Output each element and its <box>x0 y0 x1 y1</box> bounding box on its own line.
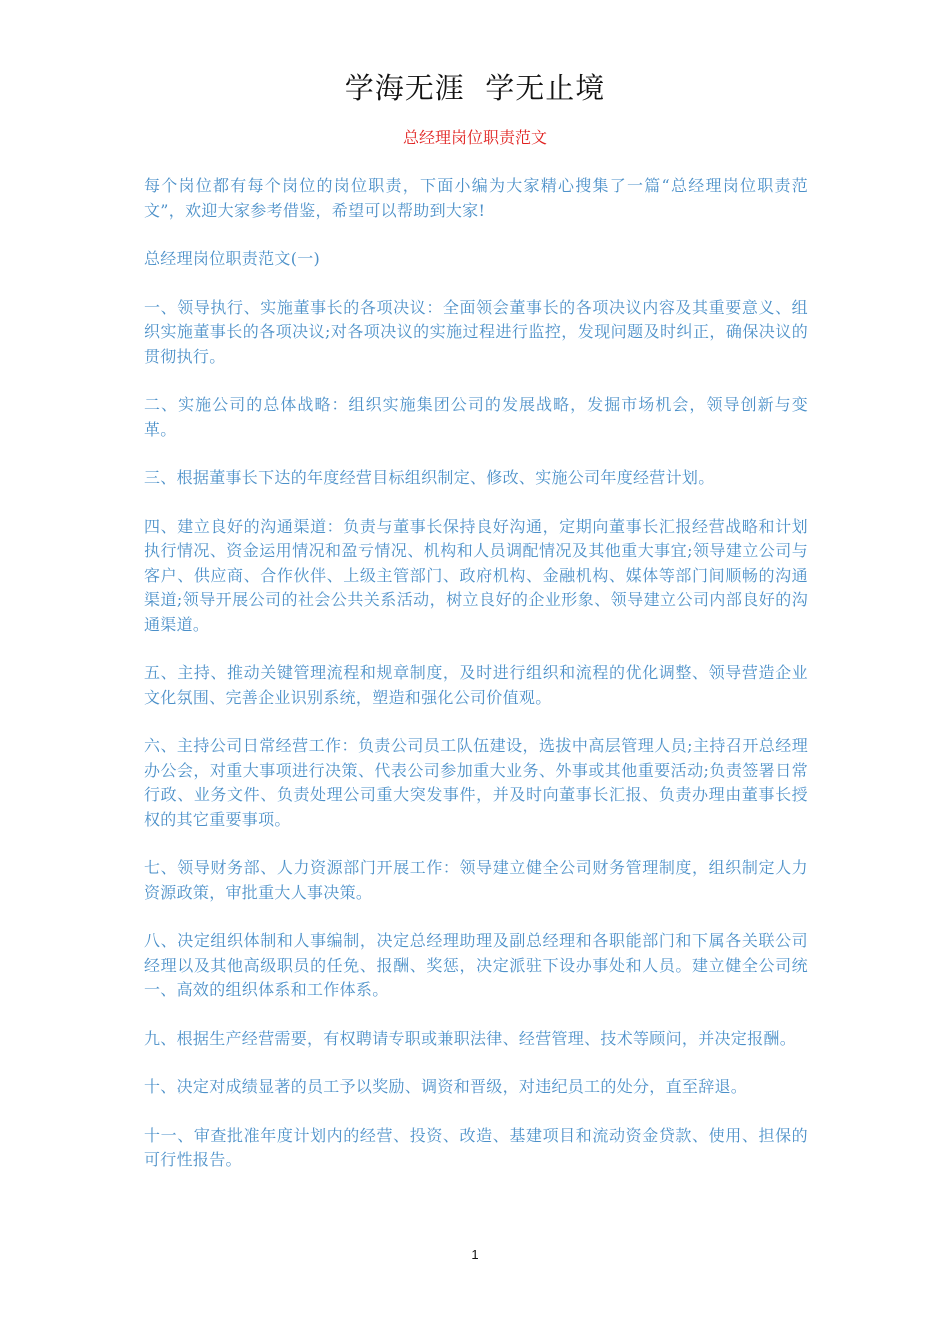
duty-paragraph-2: 二、实施公司的总体战略：组织实施集团公司的发展战略，发掘市场机会，领导创新与变革。 <box>144 395 808 439</box>
page-number: 1 <box>471 1247 479 1262</box>
section-heading: 总经理岗位职责范文(一) <box>144 249 321 268</box>
duty-paragraph-5: 五、主持、推动关键管理流程和规章制度，及时进行组织和流程的优化调整、领导营造企业文化氛围、完善企业识别系统，塑造和强化公司价值观。 <box>144 663 808 707</box>
document-title: 总经理岗位职责范文 <box>402 128 547 147</box>
duty-paragraph-1: 一、领导执行、实施董事长的各项决议：全面领会董事长的各项决议内容及其重要意义、组织实施董事长的各项决议;对各项决议的实施过程进行监控，发现问题及时纠正，确保决议的贯彻执行。 <box>144 297 808 366</box>
document-body <box>144 174 808 1197</box>
duty-paragraph-3: 三、根据董事长下达的年度经营目标组织制定、修改、实施公司年度经营计划。 <box>144 468 715 487</box>
duty-paragraph-11: 十一、审查批准年度计划内的经营、投资、改造、基建项目和流动资金贷款、使用、担保的可行性报告。 <box>144 1125 808 1169</box>
duty-paragraph-7: 七、领导财务部、人力资源部门开展工作：领导建立健全公司财务管理制度，组织制定人力资源政策，审批重大人事决策。 <box>144 858 808 902</box>
intro-paragraph: 每个岗位都有每个岗位的岗位职责，下面小编为大家精心搜集了一篇“总经理岗位职责范文”，欢迎大家参考借鉴，希望可以帮助到大家! <box>144 176 808 220</box>
header-title: 学海无涯 学无止境 <box>344 71 606 105</box>
duty-paragraph-6: 六、主持公司日常经营工作：负责公司员工队伍建设，选拔中高层管理人员;主持召开总经理办公会，对重大事项进行决策、代表公司参加重大业务、外事或其他重要活动;负责签署日常行政、业务文件、负责处理公司重大突发事件，并及时向董事长汇报、负责办理由董事长授权的其它重要事项。 <box>144 736 808 829</box>
duty-paragraph-8: 八、决定组织体制和人事编制，决定总经理助理及副总经理和各职能部门和下属各关联公司经理以及其他高级职员的任免、报酬、奖惩，决定派驻下设办事处和人员。建立健全公司统一、高效的组织体系和工作体系。 <box>144 931 808 999</box>
duty-paragraph-10: 十、决定对成绩显著的员工予以奖励、调资和晋级，对违纪员工的处分，直至辞退。 <box>144 1077 748 1096</box>
duty-paragraph-9: 九、根据生产经营需要，有权聘请专职或兼职法律、经营管理、技术等顾问，并决定报酬。 <box>144 1028 797 1048</box>
duty-paragraph-4: 四、建立良好的沟通渠道：负责与董事长保持良好沟通，定期向董事长汇报经营战略和计划执行情况、资金运用情况和盈亏情况、机构和人员调配情况及其他重大事宜;领导建立公司与客户、供应商、合作伙伴、上级主管部门、政府机构、金融机构、媒体等部门间顺畅的沟通渠道;领导开展公司的社会公共关系活动，树立良好的企业形象、领导建立公司内部良好的沟通渠道。 <box>144 516 808 634</box>
